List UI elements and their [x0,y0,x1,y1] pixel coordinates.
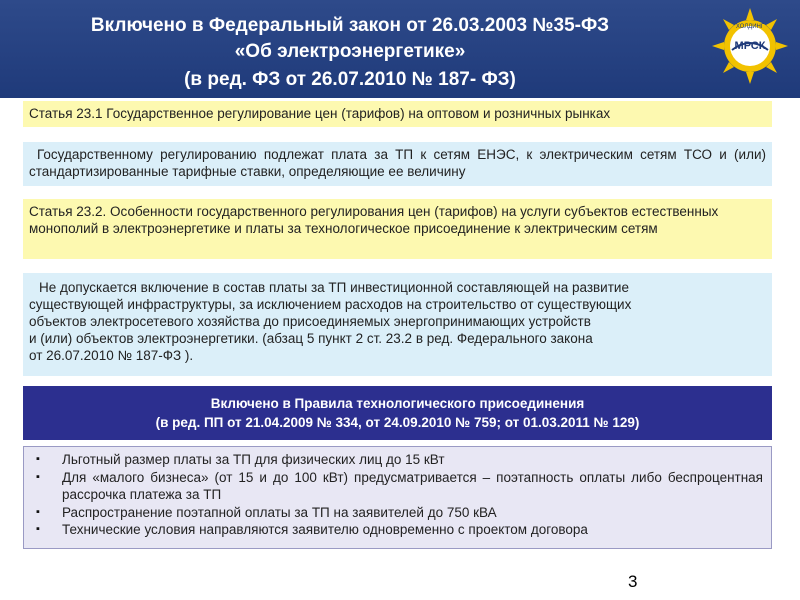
article-23-1-text: Статья 23.1 Государственное регулирование цен (тарифов) на оптовом и розничных рынках [29,106,611,121]
investment-text-line3: объектов электросетевого хозяйства до присоединяемых энергопринимающих устройств [29,314,591,329]
investment-box [23,273,772,376]
investment-text-line5: от 26.07.2010 № 187-ФЗ ). [29,348,194,363]
regulation-text: Государственному регулированию подлежат плата за ТП к сетям ЕНЭС, к электрическим сетям ТСО и (или) стандартизированные тарифные ставки, определяющие ее величину [29,147,766,179]
article-23-2-box [23,199,772,259]
mrsk-logo [712,6,798,86]
bullet-icon: ▪ [36,453,40,465]
header-title-line3: (в ред. ФЗ от 26.07.2010 № 187- ФЗ) [184,69,516,90]
header-title-line2: «Об электроэнергетике» [234,41,466,62]
rules-banner-line1: Включено в Правила технологического присоединения [210,396,585,411]
page-number: 3 [628,572,638,591]
regulation-box [23,142,772,186]
rules-banner [23,386,772,440]
list-item-text: Технические условия направляются заявителю одновременно с проектом договора [62,522,588,537]
investment-text-line4: и (или) объектов электроэнергетики. (абзац 5 пункт 2 ст. 23.2 в ред. Федерального закона [29,331,593,346]
bullet-icon: ▪ [36,505,40,518]
article-23-2-text: Статья 23.2. Особенности государственного регулирования цен (тарифов) на услуги субъектов естественных монополий в электроэнергетике и платы за технологическое присоединение к электрическим сетям [29,204,719,236]
logo-text: МРСК [734,40,766,52]
list-item [34,504,763,522]
list-item [34,451,763,469]
rules-list [34,451,763,539]
bullet-icon: ▪ [36,523,40,535]
logo-holding-text: ХОЛДИНГ [735,24,765,30]
list-item [34,469,763,504]
rules-list-box [23,446,772,549]
article-23-1-box [23,101,772,127]
investment-text-line1: Не допускается включение в состав платы за ТП инвестиционной составляющей на развитие [39,280,629,295]
rules-banner-line2: (в ред. ПП от 21.04.2009 № 334, от 24.09.2010 № 759; от 01.03.2011 № 129) [155,415,640,430]
bullet-icon: ▪ [36,470,40,483]
list-item-text: Льготный размер платы за ТП для физических лиц до 15 кВт [62,452,445,467]
list-item-text: Распространение поэтапной оплаты за ТП на заявителей до 750 кВА [62,504,497,520]
header-title-line1: Включено в Федеральный закон от 26.03.2003 №35-ФЗ [90,15,610,36]
slide-header [0,0,800,98]
list-item [34,521,763,539]
list-item-text: Для «малого бизнеса» (от 15 и до 100 кВт) предусматривается – поэтапность оплаты либо беспроцентная рассрочка платежа за ТП [62,469,763,502]
investment-text-line2: существующей инфраструктуры, за исключением расходов на строительство от существующих [29,297,632,312]
